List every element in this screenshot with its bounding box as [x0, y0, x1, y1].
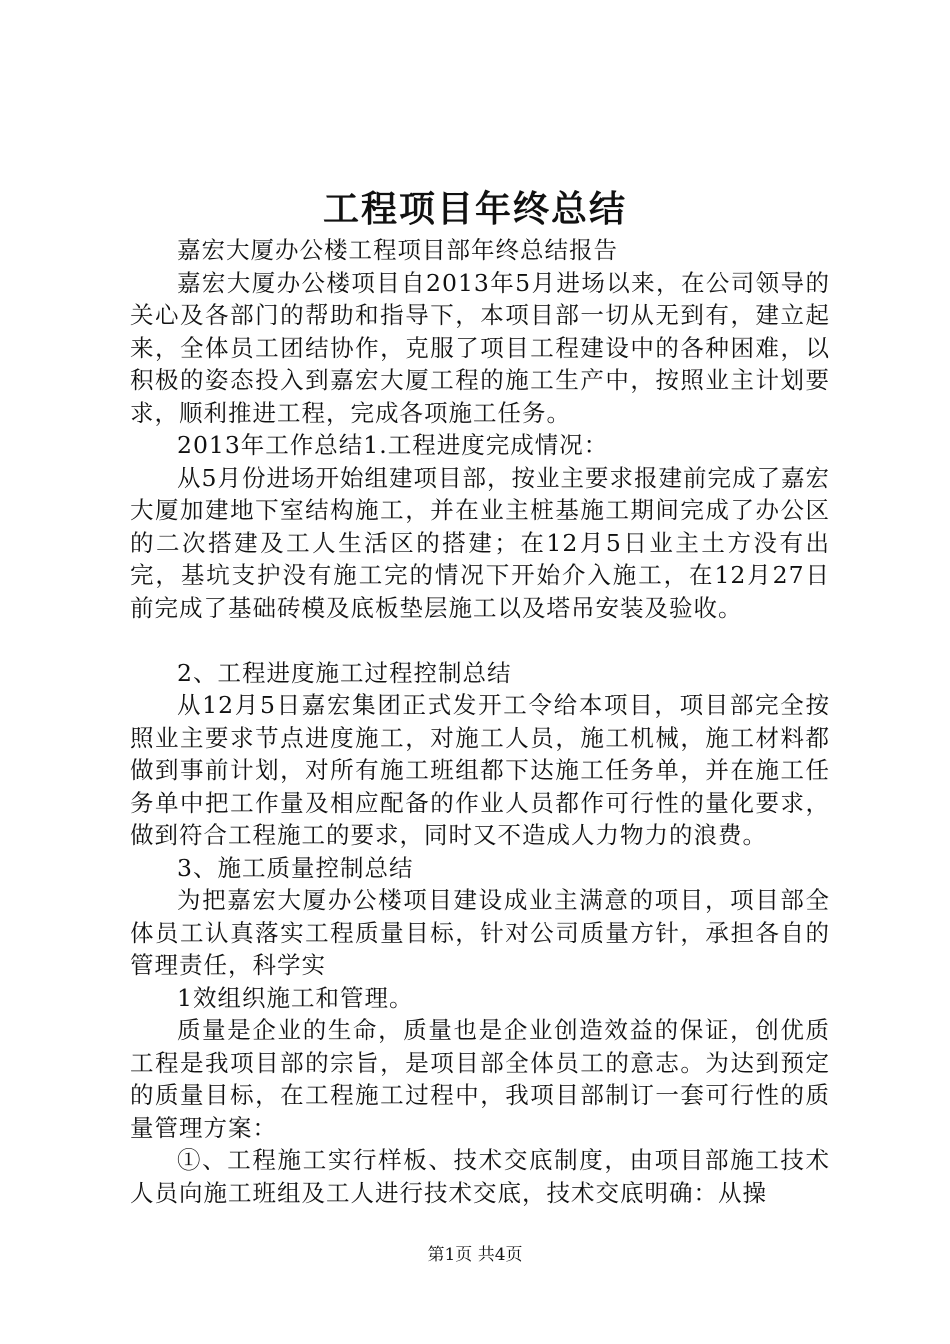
- document-title: 工程项目年终总结: [322, 188, 627, 230]
- paragraph-quality-goal-cont: 1效组织施工和管理。: [177, 983, 414, 1012]
- document-body: [130, 234, 830, 1209]
- paragraph-section-1-heading: 2013年工作总结1.工程进度完成情况：: [177, 431, 609, 459]
- paragraph-quality-life: 质量是企业的生命，质量也是企业创造效益的保证，创优质工程是我项目部的宗旨，是项目部全体员工的意志。为达到预定的质量目标，在工程施工过程中，我项目部制订一套可行性的质量管理方案：: [130, 1016, 830, 1142]
- paragraph-section-2-heading: 2、工程进度施工过程控制总结: [177, 658, 512, 687]
- paragraph-progress: 从5月份进场开始组建项目部，按业主要求报建前完成了嘉宏大厦加建地下室结构施工，并在业主桩基施工期间完成了办公区的二次搭建及工人生活区的搭建；在12月5日业主土方没有出完，基坑支护没有施工完的情况下开始介入施工，在12月27日前完成了基础砖模及底板垫层施工以及塔吊安装及验收。: [130, 463, 830, 622]
- paragraph-subtitle: 嘉宏大厦办公楼工程项目部年终总结报告: [177, 236, 618, 264]
- paragraph-quality-item-1: ①、工程施工实行样板、技术交底制度，由项目部施工技术人员向施工班组及工人进行技术交底，技术交底明确：从操: [130, 1146, 830, 1207]
- paragraph-process-control: 从12月5日嘉宏集团正式发开工令给本项目，项目部完全按照业主要求节点进度施工，对施工人员，施工机械，施工材料都做到事前计划，对所有施工班组都下达施工任务单，并在施工任务单中把工作量及相应配备的作业人员都作可行性的量化要求，做到符合工程施工的要求，同时又不造成人力物力的浪费。: [130, 691, 830, 849]
- paragraph-section-3-heading: 3、施工质量控制总结: [177, 853, 414, 882]
- paragraph-quality-goal: 为把嘉宏大厦办公楼项目建设成业主满意的项目，项目部全体员工认真落实工程质量目标，针对公司质量方针，承担各自的管理责任，科学实: [130, 886, 830, 979]
- paragraph-intro: 嘉宏大厦办公楼项目自2013年5月进场以来，在公司领导的关心及各部门的帮助和指导下，本项目部一切从无到有，建立起来，全体员工团结协作，克服了项目工程建设中的各种困难，以积极的姿态投入到嘉宏大厦工程的施工生产中，按照业主计划要求，顺利推进工程，完成各项施工任务。: [130, 268, 830, 427]
- page-footer: 第1页 共4页: [427, 1245, 523, 1265]
